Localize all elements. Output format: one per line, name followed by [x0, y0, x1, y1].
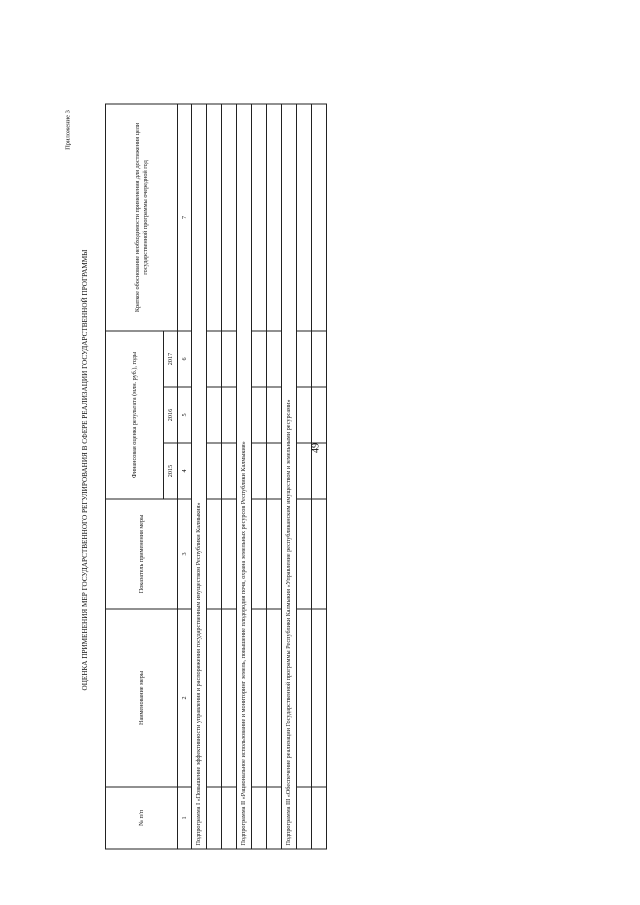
year-cell: 2015	[164, 443, 178, 499]
table-cell	[297, 104, 312, 331]
header-financial: Финансовая оценка результата (млн. руб.), годы	[106, 331, 164, 499]
table-cell	[207, 787, 222, 849]
measures-table-container	[105, 105, 325, 850]
table-cell	[222, 787, 237, 849]
table-cell	[312, 609, 327, 787]
header-justification: Краткое обоснование необходимости применения для достижения цели государственной программы очередной год	[106, 104, 178, 331]
table-cell	[252, 787, 267, 849]
table-cell	[222, 443, 237, 499]
table-cell	[252, 499, 267, 609]
column-number: 6	[178, 331, 192, 387]
table-cell	[207, 104, 222, 331]
table-cell	[222, 331, 237, 387]
column-number: 4	[178, 443, 192, 499]
table-cell	[252, 387, 267, 443]
column-number: 7	[178, 104, 192, 331]
column-number: 5	[178, 387, 192, 443]
column-number: 3	[178, 499, 192, 609]
table-cell	[252, 443, 267, 499]
document-title: ОЦЕНКА ПРИМЕНЕНИЯ МЕР ГОСУДАРСТВЕННОГО РЕГУЛИРОВАНИЯ В СФЕРЕ РЕАЛИЗАЦИИ ГОСУДАРСТВЕННОЙ ПРОГРАММЫ	[81, 249, 89, 691]
table-cell	[267, 787, 282, 849]
table-cell	[312, 499, 327, 609]
column-numbers-row	[178, 104, 192, 849]
table-cell	[312, 104, 327, 331]
table-row	[222, 104, 237, 849]
table-row	[207, 104, 222, 849]
table-row	[297, 104, 312, 849]
table-cell	[207, 609, 222, 787]
page-number: 49	[310, 443, 322, 453]
subprogram-title: Подпрограмма III «Обеспечение реализации Государственной программы Республики Калмыкия «Управление республиканским имуществом и земельными ресурсами»	[282, 104, 297, 849]
table-cell	[252, 609, 267, 787]
table-cell	[312, 787, 327, 849]
table-cell	[222, 499, 237, 609]
subprogram-title: Подпрограмма II «Рациональное использование и мониторинг земель, повышение плодородия почв, охрана земельных ресурсов Республики Калмыкия»	[237, 104, 252, 849]
table-cell	[312, 387, 327, 443]
subprogram-title: Подпрограмма I «Повышение эффективности управления и распоряжения государственным имуществом Республики Калмыкия»	[192, 104, 207, 849]
header-name: Наименование меры	[106, 609, 178, 787]
table-cell	[252, 104, 267, 331]
table-row	[267, 104, 282, 849]
table-cell	[312, 443, 327, 499]
table-cell	[297, 331, 312, 387]
table-row	[252, 104, 267, 849]
header-row	[106, 104, 164, 849]
table-cell	[222, 104, 237, 331]
table-cell	[297, 387, 312, 443]
table-cell	[252, 331, 267, 387]
table-cell	[207, 499, 222, 609]
table-cell	[267, 443, 282, 499]
year-cell: 2017	[164, 331, 178, 387]
column-number: 2	[178, 609, 192, 787]
table-cell	[297, 787, 312, 849]
subprogram-row	[282, 104, 297, 849]
measures-table	[105, 104, 327, 850]
header-indicator: Показатель применения меры	[106, 499, 178, 609]
table-cell	[297, 443, 312, 499]
table-cell	[222, 609, 237, 787]
table-cell	[207, 387, 222, 443]
year-cell: 2016	[164, 387, 178, 443]
subprogram-row	[237, 104, 252, 849]
table-cell	[207, 331, 222, 387]
table-cell	[207, 443, 222, 499]
column-number: 1	[178, 787, 192, 849]
table-cell	[267, 499, 282, 609]
table-cell	[297, 499, 312, 609]
appendix-label: Приложение 3	[64, 110, 72, 150]
table-cell	[267, 104, 282, 331]
table-cell	[222, 387, 237, 443]
table-cell	[312, 331, 327, 387]
table-cell	[297, 609, 312, 787]
subprogram-row	[192, 104, 207, 849]
table-cell	[267, 387, 282, 443]
table-cell	[267, 609, 282, 787]
table-cell	[267, 331, 282, 387]
header-num: № п/п	[106, 787, 178, 849]
table-row	[312, 104, 327, 849]
